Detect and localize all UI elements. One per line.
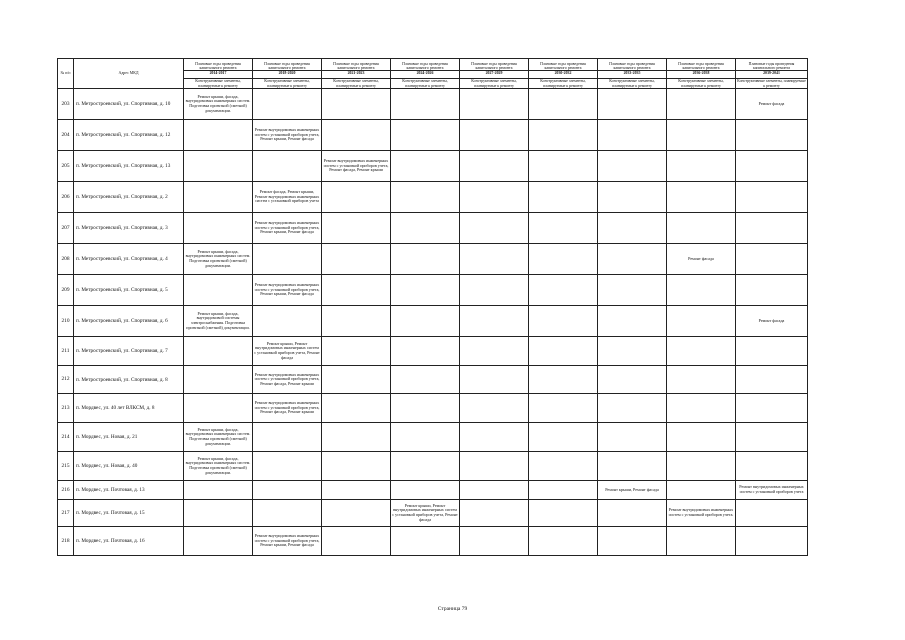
repair-cell bbox=[736, 394, 808, 423]
repair-cell bbox=[460, 120, 529, 151]
period-years: 2039-2041 bbox=[736, 70, 807, 75]
repair-cell bbox=[184, 527, 253, 556]
repair-cell bbox=[184, 120, 253, 151]
repair-cell bbox=[598, 275, 667, 306]
repair-cell bbox=[529, 182, 598, 213]
period-caption: Плановые годы проведения капитального ремонта bbox=[678, 61, 724, 70]
repair-cell: Ремонт внутридомовых инженерных систем с установкой приборов учета, Ремонт фасада, Ремонт крыши bbox=[253, 394, 322, 423]
repair-cell bbox=[460, 89, 529, 120]
repair-cell bbox=[667, 481, 736, 500]
table-row bbox=[58, 306, 808, 337]
header-elements: Конструктивные элементы, планируемые к ремонту bbox=[391, 79, 460, 89]
repair-cell bbox=[460, 527, 529, 556]
row-number: 215 bbox=[58, 452, 74, 481]
repair-cell bbox=[322, 394, 391, 423]
repair-cell bbox=[322, 500, 391, 527]
repair-cell bbox=[667, 452, 736, 481]
repair-cell bbox=[598, 500, 667, 527]
repair-cell bbox=[598, 89, 667, 120]
row-address: п. Метростроевский, ул. Спортивная, д. 5 bbox=[74, 275, 184, 306]
repair-cell: Ремонт фасада bbox=[736, 306, 808, 337]
repair-cell bbox=[736, 120, 808, 151]
repair-cell bbox=[184, 151, 253, 182]
repair-cell bbox=[184, 366, 253, 394]
header-elements: Конструктивные элементы, планируемые к ремонту bbox=[598, 79, 667, 89]
row-address: п. Метростроевский, ул. Спортивная, д. 13 bbox=[74, 151, 184, 182]
repair-cell bbox=[391, 366, 460, 394]
table-row bbox=[58, 182, 808, 213]
row-address: п. Метростроевский, ул. Спортивная, д. 7 bbox=[74, 337, 184, 366]
repair-cell bbox=[322, 182, 391, 213]
header-elements: Конструктивные элементы, планируемые к ремонту bbox=[529, 79, 598, 89]
repair-cell bbox=[667, 423, 736, 452]
repair-cell bbox=[529, 452, 598, 481]
repair-cell bbox=[322, 527, 391, 556]
repair-cell bbox=[391, 337, 460, 366]
period-caption: Плановые годы проведения капитального ремонта bbox=[333, 61, 379, 70]
page-number: Страница 79 bbox=[437, 606, 468, 612]
header-num: № п/п bbox=[58, 59, 74, 89]
row-address: п. Мордвес, ул. Почтовая, д. 15 bbox=[74, 500, 184, 527]
header-elements: Конструктивные элементы, планируемые к ремонту bbox=[667, 79, 736, 89]
repair-cell bbox=[667, 366, 736, 394]
repair-cell bbox=[598, 213, 667, 244]
repair-cell bbox=[460, 481, 529, 500]
repair-cell bbox=[598, 151, 667, 182]
table-row bbox=[58, 275, 808, 306]
table-row bbox=[58, 151, 808, 182]
header-elements: Конструктивные элементы, планируемые к ремонту bbox=[184, 79, 253, 89]
row-address: п. Метростроевский, ул. Спортивная, д. 3 bbox=[74, 213, 184, 244]
repair-cell: Ремонт внутридомовых инженерных систем с установкой приборов учета bbox=[736, 481, 808, 500]
repair-cell bbox=[598, 120, 667, 151]
header-address: Адрес МКД bbox=[74, 59, 184, 89]
repair-cell bbox=[184, 182, 253, 213]
repair-cell bbox=[322, 452, 391, 481]
repair-cell bbox=[667, 151, 736, 182]
row-number: 208 bbox=[58, 244, 74, 275]
repair-schedule-table bbox=[57, 58, 808, 556]
period-years: 2024-2026 bbox=[391, 70, 459, 75]
repair-cell bbox=[667, 394, 736, 423]
row-address: п. Метростроевский, ул. Спортивная, д. 8 bbox=[74, 366, 184, 394]
repair-cell bbox=[391, 89, 460, 120]
repair-cell bbox=[460, 306, 529, 337]
repair-cell bbox=[460, 182, 529, 213]
repair-cell bbox=[391, 394, 460, 423]
repair-cell bbox=[322, 89, 391, 120]
repair-cell: Ремонт внутридомовых инженерных систем с установкой приборов учета, Ремонт крыши, Ремонт фасада bbox=[253, 120, 322, 151]
repair-cell bbox=[460, 452, 529, 481]
header-elements: Конструктивные элементы, планируемые к ремонту bbox=[737, 79, 806, 88]
repair-cell: Ремонт крыши, фасада, внутридомовых инженерных систем. Подготовка проектной (сметной) документации. bbox=[184, 452, 253, 481]
repair-cell bbox=[736, 527, 808, 556]
repair-cell: Ремонт фасада bbox=[736, 89, 808, 120]
repair-cell: Ремонт крыши, Ремонт внутридомовых инженерных систем с установкой приборов учета, Ремонт фасада bbox=[253, 337, 322, 366]
repair-cell bbox=[253, 306, 322, 337]
repair-cell: Ремонт внутридомовых инженерных систем с установкой приборов учета, Ремонт крыши, Ремонт фасада bbox=[253, 527, 322, 556]
repair-cell bbox=[529, 89, 598, 120]
table-row bbox=[58, 452, 808, 481]
row-number: 206 bbox=[58, 182, 74, 213]
repair-cell: Ремонт крыши, фасада, внутридомовых инженерных систем. Подготовка проектной (сметной) документации. bbox=[184, 89, 253, 120]
row-address: п. Метростроевский, ул. Спортивная, д. 6 bbox=[74, 306, 184, 337]
repair-cell bbox=[322, 213, 391, 244]
repair-cell bbox=[460, 423, 529, 452]
period-years: 2027-2029 bbox=[460, 70, 528, 75]
row-number: 212 bbox=[58, 366, 74, 394]
row-address: п. Мордвес, ул. Почтовая, д. 16 bbox=[74, 527, 184, 556]
period-years: 2014-2017 bbox=[184, 70, 252, 75]
period-caption: Плановые годы проведения капитального ремонта bbox=[195, 61, 241, 70]
repair-cell bbox=[322, 366, 391, 394]
table-row bbox=[58, 500, 808, 527]
repair-cell: Ремонт крыши, Ремонт внутридомовых инженерных систем с установкой приборов учета, Ремонт фасада bbox=[391, 500, 460, 527]
header-period-2027-2029 bbox=[460, 59, 529, 79]
period-years: 2036-2038 bbox=[667, 70, 735, 75]
table-row bbox=[58, 527, 808, 556]
repair-cell: Ремонт внутридомовых инженерных систем с установкой приборов учета, Ремонт фасада, Ремонт крыши bbox=[253, 366, 322, 394]
repair-cell bbox=[529, 366, 598, 394]
repair-cell bbox=[253, 452, 322, 481]
row-number: 207 bbox=[58, 213, 74, 244]
row-number: 205 bbox=[58, 151, 74, 182]
repair-cell bbox=[667, 89, 736, 120]
repair-cell bbox=[598, 306, 667, 337]
header-period-2033-2035 bbox=[598, 59, 667, 79]
repair-cell: Ремонт крыши, фасада, внутридомовых инженерных систем. Подготовка проектной (сметной) документации. bbox=[184, 244, 253, 275]
repair-cell bbox=[184, 213, 253, 244]
repair-cell bbox=[391, 481, 460, 500]
repair-cell bbox=[391, 452, 460, 481]
period-years: 2033-2035 bbox=[598, 70, 666, 75]
repair-cell bbox=[667, 120, 736, 151]
row-number: 211 bbox=[58, 337, 74, 366]
repair-cell bbox=[598, 337, 667, 366]
repair-cell bbox=[529, 306, 598, 337]
repair-cell bbox=[391, 213, 460, 244]
period-years: 2021-2023 bbox=[322, 70, 390, 75]
row-number: 217 bbox=[58, 500, 74, 527]
repair-cell bbox=[322, 481, 391, 500]
repair-cell: Ремонт внутридомовых инженерных систем с установкой приборов учета. bbox=[667, 500, 736, 527]
repair-cell bbox=[322, 120, 391, 151]
repair-cell: Ремонт крыши, фасада, внутридомовой системы электроснабжения. Подготовка проектной (сметной) документации. bbox=[184, 306, 253, 337]
repair-cell bbox=[529, 527, 598, 556]
header-period-2014-2017 bbox=[184, 59, 253, 79]
repair-cell bbox=[667, 337, 736, 366]
header-elements: Конструктивные элементы, планируемые к ремонту bbox=[460, 79, 529, 89]
repair-cell bbox=[529, 151, 598, 182]
row-number: 204 bbox=[58, 120, 74, 151]
repair-cell bbox=[529, 275, 598, 306]
row-number: 210 bbox=[58, 306, 74, 337]
repair-cell bbox=[598, 394, 667, 423]
repair-cell: Ремонт фасада, Ремонт крыши, Ремонт внутридомовых инженерных систем с установкой приборов учета bbox=[253, 182, 322, 213]
period-caption: Плановые годы проведения капитального ремонта bbox=[402, 61, 448, 70]
repair-cell bbox=[667, 275, 736, 306]
repair-cell bbox=[736, 244, 808, 275]
repair-cell bbox=[322, 244, 391, 275]
repair-cell bbox=[460, 275, 529, 306]
row-address: п. Метростроевский, ул. Спортивная, д. 12 bbox=[74, 120, 184, 151]
period-caption: Плановые годы проведения капитального ремонта bbox=[471, 61, 517, 70]
repair-cell bbox=[391, 120, 460, 151]
repair-cell bbox=[253, 423, 322, 452]
row-address: п. Метростроевский, ул. Спортивная, д. 4 bbox=[74, 244, 184, 275]
repair-cell bbox=[460, 366, 529, 394]
repair-cell bbox=[736, 213, 808, 244]
table-row bbox=[58, 213, 808, 244]
header-period-2018-2020 bbox=[253, 59, 322, 79]
table-row bbox=[58, 423, 808, 452]
repair-cell bbox=[184, 275, 253, 306]
header-period-2036-2038 bbox=[667, 59, 736, 79]
repair-cell bbox=[736, 500, 808, 527]
repair-cell bbox=[736, 275, 808, 306]
repair-cell bbox=[529, 213, 598, 244]
table-body bbox=[58, 89, 808, 556]
repair-cell bbox=[253, 89, 322, 120]
row-address: п. Метростроевский, ул. Спортивная, д. 10 bbox=[74, 89, 184, 120]
repair-cell bbox=[598, 244, 667, 275]
repair-cell bbox=[598, 423, 667, 452]
repair-cell bbox=[598, 182, 667, 213]
repair-cell bbox=[184, 500, 253, 527]
repair-cell bbox=[460, 394, 529, 423]
period-caption: Плановые годы проведения капитального ремонта bbox=[264, 61, 310, 70]
row-address: п. Мордвес, ул. Почтовая, д. 13 bbox=[74, 481, 184, 500]
repair-cell bbox=[598, 452, 667, 481]
repair-cell bbox=[391, 306, 460, 337]
repair-cell bbox=[322, 423, 391, 452]
repair-cell bbox=[460, 151, 529, 182]
header-period-2024-2026 bbox=[391, 59, 460, 79]
repair-cell bbox=[460, 244, 529, 275]
repair-cell bbox=[184, 337, 253, 366]
repair-cell bbox=[529, 423, 598, 452]
repair-cell bbox=[667, 213, 736, 244]
repair-cell bbox=[322, 337, 391, 366]
repair-cell bbox=[322, 275, 391, 306]
row-address: п. Мордвес, ул. Новая, д. 40 bbox=[74, 452, 184, 481]
repair-cell: Ремонт крыши, Ремонт фасада bbox=[598, 481, 667, 500]
repair-cell bbox=[184, 481, 253, 500]
repair-cell bbox=[736, 366, 808, 394]
repair-cell bbox=[322, 306, 391, 337]
repair-cell bbox=[253, 500, 322, 527]
repair-cell bbox=[736, 337, 808, 366]
repair-cell: Ремонт внутридомовых инженерных систем с установкой приборов учета, Ремонт фасада, Ремонт крыши bbox=[322, 151, 391, 182]
repair-cell bbox=[529, 500, 598, 527]
repair-cell bbox=[184, 394, 253, 423]
table-row bbox=[58, 366, 808, 394]
header-period-2039-2041 bbox=[736, 59, 808, 79]
repair-cell bbox=[391, 151, 460, 182]
row-number: 209 bbox=[58, 275, 74, 306]
table-header bbox=[58, 59, 808, 89]
row-address: п. Мордвес, ул. 40 лет ВЛКСМ, д. 8 bbox=[74, 394, 184, 423]
row-number: 203 bbox=[58, 89, 74, 120]
row-number: 216 bbox=[58, 481, 74, 500]
row-number: 214 bbox=[58, 423, 74, 452]
repair-cell: Ремонт внутридомовых инженерных систем с установкой приборов учета, Ремонт крыши, Ремонт фасада bbox=[253, 213, 322, 244]
repair-cell bbox=[598, 527, 667, 556]
table-row bbox=[58, 120, 808, 151]
row-address: п. Метростроевский, ул. Спортивная, д. 2 bbox=[74, 182, 184, 213]
repair-cell: Ремонт крыши, фасада, внутридомовых инженерных систем. Подготовка проектной (сметной) документации. bbox=[184, 423, 253, 452]
repair-cell bbox=[529, 244, 598, 275]
repair-cell bbox=[736, 151, 808, 182]
repair-cell bbox=[460, 500, 529, 527]
repair-cell bbox=[391, 423, 460, 452]
repair-cell bbox=[391, 527, 460, 556]
repair-cell bbox=[736, 423, 808, 452]
table-row bbox=[58, 394, 808, 423]
period-caption: Плановые годы проведения капитального ремонта bbox=[748, 61, 795, 70]
row-number: 213 bbox=[58, 394, 74, 423]
period-years: 2030-2032 bbox=[529, 70, 597, 75]
repair-cell bbox=[529, 394, 598, 423]
period-caption: Плановые годы проведения капитального ремонта bbox=[609, 61, 655, 70]
period-years: 2018-2020 bbox=[253, 70, 321, 75]
repair-cell bbox=[736, 182, 808, 213]
repair-cell bbox=[460, 213, 529, 244]
repair-cell bbox=[529, 481, 598, 500]
table-row bbox=[58, 481, 808, 500]
repair-cell bbox=[529, 120, 598, 151]
repair-cell bbox=[667, 306, 736, 337]
repair-cell bbox=[460, 337, 529, 366]
header-period-2030-2032 bbox=[529, 59, 598, 79]
repair-cell bbox=[253, 244, 322, 275]
table-row bbox=[58, 244, 808, 275]
repair-cell bbox=[391, 275, 460, 306]
row-address: п. Мордвес, ул. Новая, д. 21 bbox=[74, 423, 184, 452]
repair-cell bbox=[391, 244, 460, 275]
table-row bbox=[58, 89, 808, 120]
repair-cell bbox=[736, 452, 808, 481]
repair-cell: Ремонт внутридомовых инженерных систем с установкой приборов учета, Ремонт крыши, Ремонт фасада bbox=[253, 275, 322, 306]
header-period-2021-2023 bbox=[322, 59, 391, 79]
header-elements: Конструктивные элементы, планируемые к ремонту bbox=[253, 79, 322, 89]
repair-cell bbox=[667, 527, 736, 556]
repair-cell bbox=[529, 337, 598, 366]
header-elements: Конструктивные элементы, планируемые к ремонту bbox=[322, 79, 391, 89]
table-row bbox=[58, 337, 808, 366]
row-number: 218 bbox=[58, 527, 74, 556]
period-caption: Плановые годы проведения капитального ремонта bbox=[540, 61, 586, 70]
repair-cell bbox=[253, 481, 322, 500]
repair-cell: Ремонт фасада bbox=[667, 244, 736, 275]
repair-cell bbox=[667, 182, 736, 213]
repair-cell bbox=[598, 366, 667, 394]
repair-cell bbox=[391, 182, 460, 213]
repair-cell bbox=[253, 151, 322, 182]
